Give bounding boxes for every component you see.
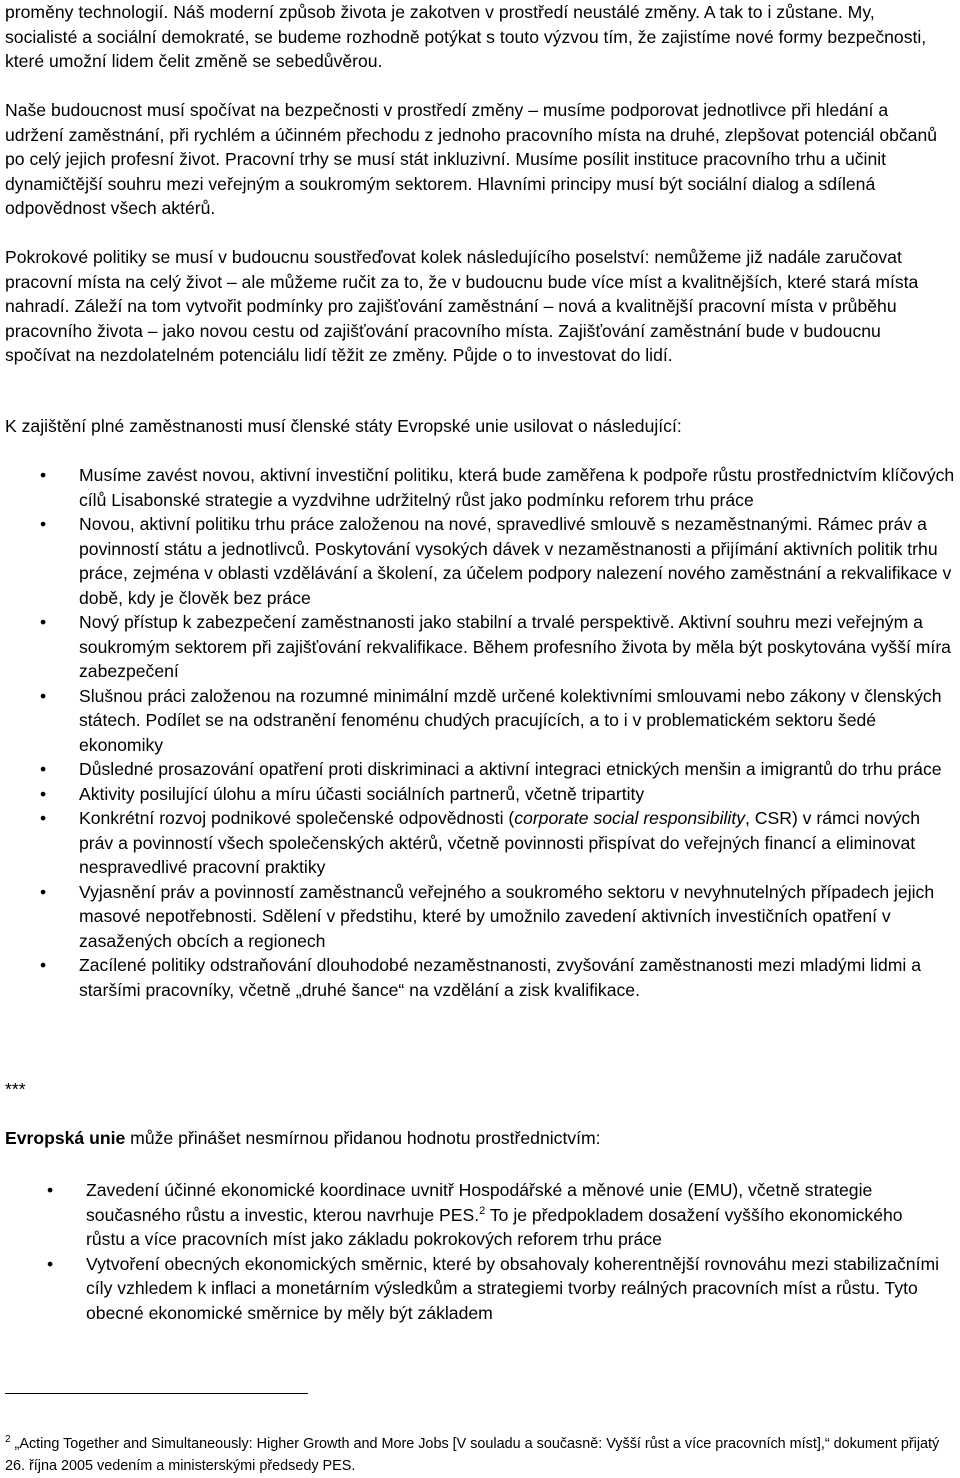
bullet-icon: •: [40, 955, 47, 975]
footnote-divider: [5, 1393, 308, 1394]
list-item-text: Vyjasnění práv a povinností zaměstnanců veřejného a soukromého sektoru v nevyhnutelných případech jejich masové nepotřebnosti. Sdělení v předstihu, které by umožnilo zavedení aktivních investičních opatření v zasažených obcích a regionech: [79, 881, 935, 951]
bullet-icon: •: [40, 759, 47, 779]
list-item-text: Musíme zavést novou, aktivní investiční politiku, která bude zaměřena k podpoře růstu prostřednictvím klíčových cílů Lisabonské strategie a vyzdvihne udržitelný růst jako podmínku reforem trhu práce: [79, 465, 955, 510]
list-item: [5, 610, 959, 684]
list-item-text: Novou, aktivní politiku trhu práce založenou na nové, spravedlivé smlouvě s nezaměstnanými. Rámec práv a povinností státu a jednotlivců. Poskytování vysokých dávek v nezaměstnanosti a přijímání aktivních politik trhu práce, zejména v oblasti vzdělávání a školení, za účelem podpory nalezení nového zaměstnání a rekvalifikace v době, kdy je člověk bez práce: [79, 514, 952, 608]
list-item: [5, 1252, 946, 1326]
list-item: [5, 806, 959, 880]
footnote-reference[interactable]: 2: [479, 1204, 486, 1217]
list-item-text-after: To je předpokladem dosažení vyššího ekonomického růstu a více pracovních míst jako základu pokrokových reforem trhu práce: [86, 1204, 903, 1249]
list-item: [5, 512, 959, 610]
list-item: [5, 953, 959, 1002]
eu-value-list: [5, 1178, 955, 1325]
list-item: [5, 463, 959, 512]
list-item-text: Nový přístup k zabezpečení zaměstnanosti jako stabilní a trvalé perspektivě. Aktivní souhru mezi veřejným a soukromým sektorem při zajišťování rekvalifikace. Během profesního života by měla být poskytována vyšší míra zabezpečení: [79, 612, 951, 681]
bullet-icon: •: [47, 1253, 54, 1274]
footnote: [5, 1434, 950, 1477]
bullet-icon: •: [47, 1180, 54, 1200]
paragraph-security: Naše budoucnost musí spočívat na bezpečnosti v prostředí změny – musíme podporovat jednotlivce při hledání a udržení zaměstnání, při rychlém a účinném přechodu z jednoho pracovního místa na druhé, zlepšovat potenciál občanů po celý jejich profesní život. Pracovní trhy se musí stát inkluzivní. Musíme posílit instituce pracovního trhu a učinit dynamičtější souhru mezi veřejným a soukromým sektorem. Hlavními principy musí být sociální dialog a sdílená odpovědnost všech aktérů.: [5, 100, 938, 218]
bullet-icon: •: [40, 808, 47, 828]
list-item: [5, 880, 959, 954]
list-item-text: Zacílené politiky odstraňování dlouhodobé nezaměstnanosti, zvyšování zaměstnanosti mezi mladými lidmi a staršími pracovníky, včetně „druhé šance“ na vzdělání a zisk kvalifikace.: [79, 955, 921, 1000]
list-item-text-before: Konkrétní rozvoj podnikové společenské odpovědnosti (: [79, 808, 515, 828]
list-item-text: Aktivity posilující úlohu a míru účasti sociálních partnerů, včetně tripartity: [79, 783, 645, 804]
member-states-list: [5, 463, 955, 1002]
list-item-text: Vytvoření obecných ekonomických směrnic, které by obsahovaly koherentnější rovnováhu mezi stabilizačními cíly vzhledem k inflaci a monetárním výsledkům a strategiemi tvorby reálných pracovních míst a růstu. Tyto obecné ekonomické směrnice by měly být základem: [86, 1253, 940, 1323]
bullet-icon: •: [40, 514, 47, 534]
paragraph-full-employment-intro: K zajištění plné zaměstnanosti musí členské státy Evropské unie usilovat o následující:: [5, 416, 682, 436]
eu-intro-text: může přinášet nesmírnou přidanou hodnotu prostřednictvím:: [125, 1128, 601, 1148]
bullet-icon: •: [40, 685, 47, 706]
eu-bold-label: Evropská unie: [5, 1128, 126, 1148]
list-item: [5, 782, 959, 807]
section-separator: ***: [5, 1079, 26, 1099]
list-item-text-before: Zavedení účinné ekonomické koordinace uvnitř Hospodářské a měnové unie (EMU), včetně strategie současného růstu a investic, kterou navrhuje PES.: [86, 1180, 873, 1225]
bullet-icon: •: [40, 465, 47, 485]
list-item-text-italic: corporate social responsibility: [514, 808, 746, 828]
bullet-icon: •: [40, 881, 47, 902]
footnote-marker: 2: [5, 1434, 11, 1446]
paragraph-continued: proměny technologií. Náš moderní způsob života je zakotven v prostředí neustálé změny. A tak to i zůstane. My, socialisté a sociální demokraté, se budeme rozhodně potýkat s touto výzvou tím, že zajistíme nové formy bezpečnosti, které umožní lidem čelit změně se sebedůvěrou.: [5, 2, 927, 71]
footnote-text: „Acting Together and Simultaneously: Higher Growth and More Jobs [V souladu a současně: Vyšší růst a více pracovních míst],“ dokument přijatý 26. října 2005 vedením a ministerskými předsedy PES.: [5, 1436, 940, 1474]
list-item: [5, 1178, 946, 1252]
list-item: [5, 757, 959, 782]
list-item-text: Slušnou práci založenou na rozumné minimální mzdě určené kolektivními smlouvami nebo zákony v členských státech. Podílet se na odstranění fenoménu chudých pracujících, a to i v problematickém sektoru šedé ekonomiky: [79, 685, 942, 755]
list-item-text: Důsledné prosazování opatření proti diskriminaci a aktivní integraci etnických menšin a imigrantů do trhu práce: [79, 759, 942, 779]
bullet-icon: •: [40, 783, 47, 804]
bullet-icon: •: [40, 612, 47, 632]
list-item-text-after: , CSR) v rámci nových práv a povinností všech společenských aktérů, včetně povinnosti přispívat do veřejných financí a eliminovat nespravedlivé pracovní praktiky: [79, 808, 921, 877]
paragraph-eu-intro: [5, 1126, 950, 1151]
list-item: [5, 684, 959, 758]
paragraph-progressive-policies: Pokrokové politiky se musí v budoucnu soustřeďovat kolek následujícího poselství: nemůžeme již nadále zaručovat pracovní místa na celý život – ale můžeme ručit za to, že v budoucnu bude více míst a kvalitnějších, které stará místa nahradí. Záleží na tom vytvořit podmínky pro zajišťování zaměstnání – nová a kvalitnější pracovní místa v průběhu pracovního života – jako novou cestu od zajišťování pracovního místa. Zajišťování zaměstnání bude v budoucnu spočívat na nezdolatelném potenciálu lidí těžit ze změny. Půjde o to investovat do lidí.: [5, 247, 919, 365]
